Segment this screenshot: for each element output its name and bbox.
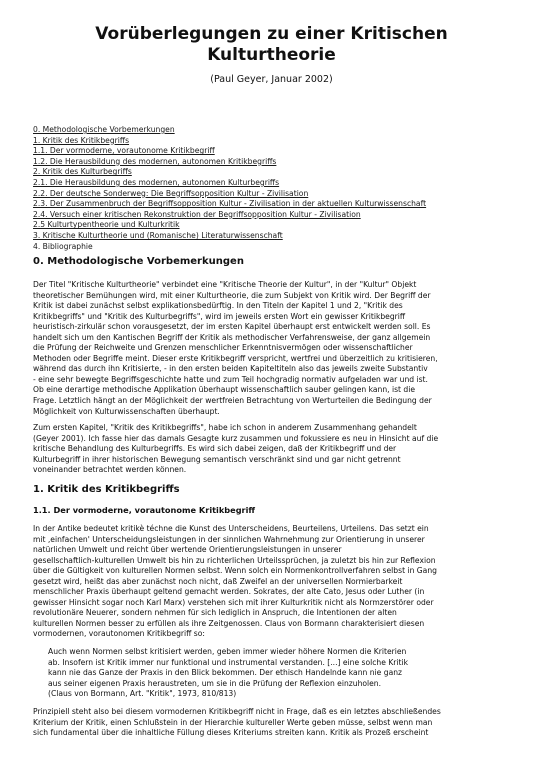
toc-link[interactable]: 2.2. Der deutsche Sonderweg: Die Begriffsopposition Kultur - Zivilisation bbox=[33, 188, 309, 198]
toc-link[interactable]: 2.1. Die Herausbildung des modernen, autonomen Kulturbegriffs bbox=[33, 177, 280, 187]
toc-link[interactable]: 2.4. Versuch einer kritischen Rekonstruktion der Begriffsopposition Kultur - Zivilisation bbox=[33, 209, 361, 219]
quote-line: ab. Insofern ist Kritik immer nur funktional und instrumental verstanden. [...] eine solche Kritik bbox=[48, 657, 409, 667]
text-line: In der Antike bedeutet kritikè téchne die Kunst des Unterscheidens, Beurteilens, Urteilens. Das setzt ein bbox=[33, 524, 429, 533]
title-line-2: Kulturtheorie bbox=[207, 45, 336, 65]
text-line: Zum ersten Kapitel, "Kritik des Kritikbegriffs", habe ich schon in anderem Zusammenhang gehandelt bbox=[33, 423, 417, 432]
toc-link[interactable]: 2.5 Kulturtypentheorie und Kulturkritik bbox=[33, 220, 180, 230]
text-line: kritische Behandlung des Kulturbegriffs. Es wird sich dabei zeigen, daß der Kritikbegriff und der bbox=[33, 444, 397, 454]
text-line: mit ‚einfachen' Unterscheidungsleistungen in der sinnlichen Wahrnehmung zur Orientierung in unserer bbox=[33, 534, 425, 544]
section-heading: 1. Kritik des Kritikbegriffs bbox=[33, 484, 180, 495]
text-line: Kritik ist dabei zunächst selbst explikationsbedürftig. In den Titeln der Kapitel 1 und 2, "Kritik des bbox=[33, 301, 403, 311]
quote-line: aus seiner eigenen Praxis heraustreten, um sie in die Prüfung der Reflexion einzuholen. bbox=[48, 678, 382, 688]
toc-link[interactable]: 0. Methodologische Vorbemerkungen bbox=[33, 125, 175, 134]
text-line: menschlicher Praxis überhaupt geltend gemacht werden. Sokrates, der alte Cato, Jesus oder Luther (in bbox=[33, 587, 425, 597]
text-line: Ob eine derartige methodische Applikation überhaupt wissenschaftlich sauber gelingen kann, ist die bbox=[33, 385, 416, 395]
text-line: vormodernen, vorautonomen Kritikbegriff so: bbox=[33, 629, 205, 639]
block-quote bbox=[48, 647, 508, 700]
toc-item: 4. Bibliographie bbox=[33, 241, 93, 251]
toc-link[interactable]: 2. Kritik des Kulturbegriffs bbox=[33, 167, 132, 177]
text-line: gesellschaftlich-kulturellen Umwelt bis hin zu richterlichen Urteilssprüchen, ja zuletzt bis hin zur Reflexion bbox=[33, 555, 436, 565]
title-line-1: Vorüberlegungen zu einer Kritischen bbox=[95, 24, 448, 44]
toc-link[interactable]: 1.2. Die Herausbildung des modernen, autonomen Kritikbegriffs bbox=[33, 156, 277, 166]
text-line: Frage. Letztlich hängt an der Möglichkeit der wertfreien Betrachtung von Werturteilen die Bedingung der bbox=[33, 396, 432, 406]
text-line: Der Titel "Kritische Kulturtheorie" verbindet eine "Kritische Theorie der Kultur", in der "Kultur" Objekt bbox=[33, 280, 417, 289]
text-line: heuristisch-zirkulär schon vorausgesetzt, der im ersten Kapitel überhaupt erst entwickelt werden soll. Es bbox=[33, 322, 431, 332]
text-line: Methoden oder Begriffe meint. Dieser erste Kritikbegriff verspricht, wertfrei und überzeitlich zu kritisieren, bbox=[33, 353, 438, 363]
subsection-heading: 1.1. Der vormoderne, vorautonome Kritikbegriff bbox=[33, 505, 256, 515]
text-line: (Geyer 2001). Ich fasse hier das damals Gesagte kurz zusammen und fokussiere es neu in Hinsicht auf die bbox=[33, 433, 439, 443]
document-title bbox=[40, 24, 503, 66]
text-line: Kritikbegriffs" und "Kritik des Kulturbegriffs", wird im jeweils ersten Wort ein gewisser Kritikbegriff bbox=[33, 311, 406, 321]
paragraph bbox=[33, 524, 515, 640]
text-line: gesetzt wird, heißt das aber zunächst noch nicht, daß Zweifel an der universellen Normierbarkeit bbox=[33, 576, 403, 586]
text-line: theoretischer Bemühungen wird, mit einer Kulturtheorie, die zum Subjekt von Kritik wird. Der Begriff der bbox=[33, 290, 431, 300]
quote-line: kann nie das Ganze der Praxis in den Blick bekommen. Der ethisch Handelnde kann nie ganz bbox=[48, 668, 403, 678]
text-line: über die Gültigkeit von kulturellen Normen selbst. Wenn solch ein Normenkontrollverfahren selbst in Gang bbox=[33, 566, 437, 576]
text-line: kulturellen Normen besser zu erfüllen als ihre Zeitgenossen. Claus von Bormann charakterisiert diesen bbox=[33, 618, 425, 628]
text-line: revolutionäre Neuerer, sondern nehmen für sich lediglich in Anspruch, die Intentionen der alten bbox=[33, 608, 397, 618]
quote-citation: (Claus von Bormann, Art. "Kritik", 1973, 810/813) bbox=[48, 689, 237, 699]
table-of-contents bbox=[33, 125, 513, 252]
paragraph bbox=[33, 423, 515, 476]
text-line: gewisser Hinsicht sogar noch Karl Marx) verstehen sich mit ihrer Kulturkritik nicht als Normzerstörer oder bbox=[33, 597, 434, 607]
text-line: voneinander betrachtet werden können. bbox=[33, 465, 187, 475]
text-line: die Prüfung der Reichweite und Grenzen menschlicher Erkenntnisvermögen oder wissenschaftlicher bbox=[33, 343, 413, 353]
toc-link[interactable]: 3. Kritische Kulturtheorie und (Romanische) Literaturwissenschaft bbox=[33, 230, 283, 240]
text-line: Prinzipiell steht also bei diesem vormodernen Kritikbegriff nicht in Frage, daß es ein letztes abschließendes bbox=[33, 707, 441, 716]
author-date: (Paul Geyer, Januar 2002) bbox=[210, 74, 333, 85]
text-line: sich fundamental über die inhaltliche Füllung dieses Kriteriums streiten kann. Kritik als Prozeß erscheint bbox=[33, 728, 429, 738]
paragraph bbox=[33, 280, 515, 417]
text-line: - eine sehr bewegte Begriffsgeschichte hatte und zum Teil hochgradig normativ aufgeladen war und ist. bbox=[33, 374, 428, 384]
text-line: handelt sich um den Kantischen Begriff der Kritik als methodischer Verfahrensweise, der ganz allgemein bbox=[33, 332, 431, 342]
text-line: während das durch ihn Kritisierte, - in den ersten beiden Kapiteltiteln also das jeweils zweite Substantiv bbox=[33, 364, 428, 374]
section-heading: 0. Methodologische Vorbemerkungen bbox=[33, 256, 244, 267]
text-line: Kriterium der Kritik, einen Schlußstein in der Hierarchie kultureller Werte geben müsse, selbst wenn man bbox=[33, 717, 433, 727]
text-line: Möglichkeit von Kulturwissenschaften überhaupt. bbox=[33, 406, 220, 416]
quote-line: Auch wenn Normen selbst kritisiert werden, geben immer wieder höhere Normen die Kriterien bbox=[48, 647, 407, 656]
toc-link[interactable]: 2.3. Der Zusammenbruch der Begriffsopposition Kultur - Zivilisation in der aktuellen Kulturwissenschaft bbox=[33, 199, 427, 209]
text-line: Kulturbegriff in ihrer historischen Bewegung semantisch verschränkt sind und gar nicht getrennt bbox=[33, 454, 401, 464]
toc-link[interactable]: 1.1. Der vormoderne, vorautonome Kritikbegriff bbox=[33, 146, 215, 156]
text-line: natürlichen Umwelt und reicht über wertende Orientierungsleistungen in unserer bbox=[33, 545, 342, 555]
paragraph bbox=[33, 707, 515, 739]
toc-link[interactable]: 1. Kritik des Kritikbegriffs bbox=[33, 135, 130, 145]
